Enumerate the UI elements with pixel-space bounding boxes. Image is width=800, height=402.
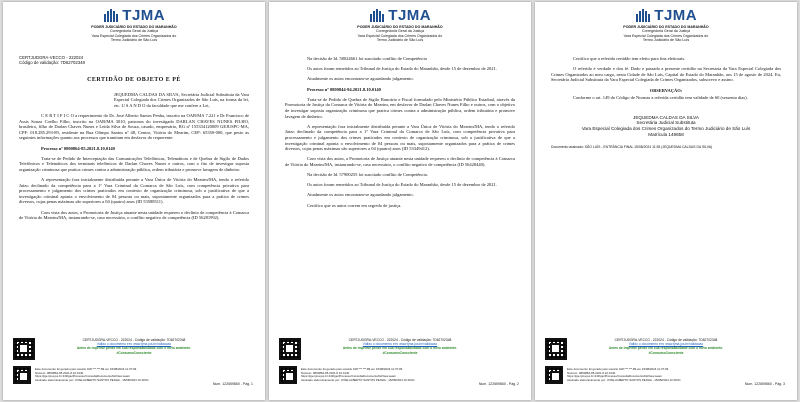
validation-code: Código de validação: 7D62702348 xyxy=(19,60,85,66)
consult-url: https://pje.tjma.jus.br:443/pje/Processo/ConsultaDocumento/listView.seam xyxy=(301,374,397,379)
body-paragraph: Atualmente os autos encontram-se aguardando julgamento. xyxy=(307,76,414,82)
process-number: Processo nº 0800844-94.2021.8.10.0140 xyxy=(307,86,381,92)
body-paragraph: Com vista dos autos, a Promotoria de Justiça atuante nesta unidade requereu o declínio de competência à Comarca de Vitória do Mearim/MA, instaurando-se, caso necessário, o conflito negativo de competência (ID 56428440). xyxy=(285,156,515,167)
page-header xyxy=(535,25,797,43)
validation-link[interactable]: Válido o documento em: www.tjma.jus.br/validacao xyxy=(96,342,172,347)
page-1-body xyxy=(19,72,249,225)
footer-meta xyxy=(567,368,681,383)
header-line: PODER JUDICIÁRIO DO ESTADO DO MARANHÃO xyxy=(91,25,177,29)
eco-hashtag: #ConsumoConsciente xyxy=(382,350,418,355)
page-number: Num. 122659860 - Pág. 1 xyxy=(212,382,253,386)
signature-block xyxy=(551,115,781,137)
page-2-body xyxy=(285,56,515,213)
qr-code-small xyxy=(545,366,563,384)
header-line: Vara Especial Colegiada dos Crimes Organizados do xyxy=(91,33,177,38)
signer-unit: Vara Especial Colegiada dos Crimes Organizados do Termo Judiciário de São Luís xyxy=(581,125,751,131)
page-header xyxy=(269,25,531,43)
signed-by: Assinado eletronicamente por: JOSE ALBERTO SANTOS PENHA - 15/08/2024 10:18:01 xyxy=(35,378,149,383)
page-3-body xyxy=(551,56,781,150)
header-line: Corregedoria Geral da Justiça xyxy=(642,29,690,34)
certifico-paragraph: C E R T I F I C O a requerimento do Dr. José Alberto Santos Penha, inscrito na OAB/MA 7.221 e Dr Francisco de Assis Souza Coelho Filho, inscrito na OAB/MA 3010, patronos do investigado DARLAN CHAVES NUNES FILHO, brasileiro, filho de Darlan Chaves Nunes e Leida Silva de Souza, casado, empresário, RG nº 155334120009 GEJUSPC-MA, CPF: 018.285.293-89, residente na Rua Olimpo Santos nº 48, Centro, Vitória do Mearim, CEP: 65350-000, que pesto as seguintes informações quanto aos processos que tramitam em desfavor do requerente: xyxy=(19,112,249,141)
page-number: Num. 122659860 - Pág. 2 xyxy=(478,382,519,386)
reference-code: CERTJUDGRA-VECCO - 222024 xyxy=(19,55,84,60)
intro-paragraph: JEQUEDMA CALDAS DA SILVA, Secretária Judicial Substituta da Vara Especial Colegiada dos Crimes Organizados de São Luís, na forma da lei, etc. U S A N D O da faculdade que me confere a Lei, xyxy=(114,91,249,108)
body-paragraph: Com vista dos autos, a Promotoria de Justiça atuante nesta unidade requereu o declínio de competência à Comarca de Vitória do Mearim/MA, instaurando-se, caso necessário, o conflito negativo de competência (ID 56281992). xyxy=(19,209,249,221)
document-title: CERTIDÃO DE OBJETO E PÉ xyxy=(87,77,181,83)
certificate-reference xyxy=(19,55,85,66)
signed-by: Assinado eletronicamente por: JOSE ALBERTO SANTOS PENHA - 15/08/2024 10:18:01 xyxy=(567,378,681,383)
tjma-logo-text: TJMA xyxy=(122,7,166,25)
footer-info xyxy=(13,338,255,355)
body-paragraph: Na decisão de Id. 57900255 foi suscitado conflito de Competência. xyxy=(307,172,428,178)
body-paragraph: Os autos foram remetidos ao Tribunal de Justiça do Estado do Maranhão, desde 15 de dezembro de 2021. xyxy=(307,66,497,72)
tjma-logo xyxy=(3,7,265,25)
header-line: Vara Especial Colegiada dos Crimes Organizados do xyxy=(623,33,709,38)
tjma-logo-icon xyxy=(103,9,118,22)
footer-meta xyxy=(35,368,149,383)
observation-text: Conforme o art. 149 do Código de Normas a referida certidão tem validade de 60 (sessenta dias). xyxy=(573,95,748,101)
body-paragraph: Certifico que a referida certidão tem efeito para fins eleitorais. xyxy=(573,56,686,61)
body-paragraph: Na decisão de Id. 58024661 foi suscitado conflito de Competência xyxy=(307,56,427,61)
page-number: Num. 122659860 - Pág. 3 xyxy=(744,382,785,386)
process-num: Número: 0800864-85.2021.8.10.0140 xyxy=(567,370,616,375)
closing-paragraph: O referido é verdade e dou fé. Dado e passado a presente certidão na Secretaria da Vara Especial Colegiada dos Crimes Organizados ao meu cargo, nesta Cidade de São Luís, Capital do Estado do Maranhão, aos 15 de agosto de 2024. Eu, Secretária Judicial Substituta da Vara Especial Colegiada de Crimes Organizados, subscrevo e assino. xyxy=(551,66,781,83)
eco-notice: Antes de imprimir pense em sua responsabilidade com o meio ambiente. xyxy=(342,346,458,351)
body-paragraph: Trata-se de Pedido de Interceptação das Comunicações Telefônicas, Telemáticas e de Quebra de Sigilo de Dados Telefônicos e Telemáticos dos terminais telefônicos de Darlan Chaves Nunes e outros, com o fito de investigar suposta organização criminosa que pratica crimes contra a administração pública, ordem tributária e promove lavagem de dinheiro. xyxy=(19,155,249,172)
tjma-logo-icon xyxy=(635,9,650,22)
tjma-logo-icon xyxy=(369,9,384,22)
body-paragraph: Trata-se de Pedido de Quebra de Sigilo Bancário e Fiscal formulado pelo Ministério Público Estadual, através da Promotoria de Justiça da Comarca de Vitória do Mearim, em desfavor de Darlan Chaves Nunes Filho e outros, com o objetivo de investigar suposta organização criminosa que pratica crimes contra a administração pública, ordem tributária e promove lavagem de dinheiro. xyxy=(285,96,515,119)
document-page-1 xyxy=(3,2,265,400)
tjma-logo xyxy=(535,7,797,25)
generated-by: Este documento foi gerado pelo usuário 018.***.***-89 em 15/08/2024 11:37:09 xyxy=(567,367,669,371)
tjma-logo-text: TJMA xyxy=(654,7,698,25)
signer-role: Secretária Judicial Substituta xyxy=(636,120,696,126)
header-line: Termo Judiciário de São Luís xyxy=(110,38,158,43)
consult-url: https://pje.tjma.jus.br:443/pje/Processo/ConsultaDocumento/listView.seam xyxy=(35,374,131,379)
generated-by: Este documento foi gerado pelo usuário 018.***.***-89 em 15/08/2024 11:37:09 xyxy=(301,367,403,371)
header-line: Corregedoria Geral da Justiça xyxy=(376,29,424,34)
generated-by: Este documento foi gerado pelo usuário 018.***.***-89 em 15/08/2024 11:37:09 xyxy=(35,367,137,371)
footer-info xyxy=(279,338,521,355)
document-page-3 xyxy=(535,2,797,400)
consult-url: https://pje.tjma.jus.br:443/pje/Processo/ConsultaDocumento/listView.seam xyxy=(567,374,663,379)
header-line: Vara Especial Colegiada dos Crimes Organizados do xyxy=(357,33,443,38)
eco-notice: Antes de imprimir pense em sua responsabilidade com o meio ambiente. xyxy=(76,346,192,351)
footer-ref: CERTJUDGRA-VECCO - 222024 - Código de validação: 7D62702348 xyxy=(82,338,186,342)
eco-hashtag: #ConsumoConsciente xyxy=(648,350,684,355)
process-number: Processo nº 0800864-85.2021.8.10.0140 xyxy=(41,145,115,151)
tjma-logo-text: TJMA xyxy=(388,7,432,25)
header-line: Corregedoria Geral da Justiça xyxy=(110,29,158,34)
footer-ref: CERTJUDGRA-VECCO - 222024 - Código de validação: 7D62702348 xyxy=(614,338,718,342)
validation-link[interactable]: Válido o documento em: www.tjma.jus.br/validacao xyxy=(628,342,704,347)
header-line: Termo Judiciário de São Luís xyxy=(642,38,690,43)
tjma-logo xyxy=(269,7,531,25)
body-paragraph: Os autos foram remetidos ao Tribunal de Justiça do Estado do Maranhão, desde 15 de dezembro de 2021. xyxy=(307,182,497,188)
eco-hashtag: #ConsumoConsciente xyxy=(116,350,152,355)
qr-code-small xyxy=(279,366,297,384)
process-num: Número: 0800864-85.2021.8.10.0140 xyxy=(35,370,84,375)
signer-registration: Matrícula 149658 xyxy=(648,131,684,137)
observation-label: OBSERVAÇÃO: xyxy=(649,87,683,93)
validation-link[interactable]: Válido o documento em: www.tjma.jus.br/validacao xyxy=(362,342,438,347)
header-line: PODER JUDICIÁRIO DO ESTADO DO MARANHÃO xyxy=(357,25,443,29)
footer-ref: CERTJUDGRA-VECCO - 222024 - Código de validação: 7D62702348 xyxy=(348,338,452,342)
footer-meta xyxy=(301,368,415,383)
body-paragraph: A representação fora inicialmente distribuída perante a Vara Única de Vitória do Mearim/MA, tendo o referido Juízo declinado da competência para a 1ª Vara Criminal da Comarca de São Luís, com competência privativa para processamento e julgamento dos crimes praticados em contexto de organização criminosa, sob a justificativa de que a investigação criminal aponta o envolvimento de 04 pessoas ou mais, supostamente organizados para a prática de crimes diversos, cujas penas máximas são superiores a 04 (quatro) anos (ID 53588511). xyxy=(19,177,249,205)
signer-name: JEQUEDMA CALDAS DA SILVA xyxy=(633,114,699,120)
header-line: PODER JUDICIÁRIO DO ESTADO DO MARANHÃO xyxy=(623,25,709,29)
body-paragraph: Atualmente os autos encontram-se aguardando julgamento. xyxy=(307,192,414,198)
qr-code-small xyxy=(13,366,31,384)
document-page-2 xyxy=(269,2,531,400)
body-paragraph: Certifico que os autos correm em segredo de justiça. xyxy=(307,202,402,208)
header-line: Termo Judiciário de São Luís xyxy=(376,38,424,43)
footer-info xyxy=(545,338,787,355)
page-header xyxy=(3,25,265,43)
signed-by: Assinado eletronicamente por: JOSE ALBERTO SANTOS PENHA - 15/08/2024 10:18:01 xyxy=(301,378,415,383)
signed-document-line: Documento assinado: SÃO LUÍS - ENTRÂNCIA FINAL 15/08/2024 11:35 (JEQUEDMA CALDAS DA SILVA) xyxy=(551,145,713,150)
eco-notice: Antes de imprimir pense em sua responsabilidade com o meio ambiente. xyxy=(608,346,724,351)
process-num: Número: 0800864-85.2021.8.10.0140 xyxy=(301,370,350,375)
body-paragraph: A representação fora inicialmente distribuída perante a Vara Única de Vitória do Mearim/MA, tendo o referido Juízo declinado da competência para a 1ª Vara Criminal da Comarca de São Luís, com competência privativa para processamento e julgamento dos crimes praticados em contexto de organização criminosa, sob a justificativa de que a investigação criminal aponta o envolvimento de 04 pessoas ou mais, supostamente organizados para a prática de crimes diversos, cujas penas máximas são superiores a 04 (quatro) anos (ID 53349412). xyxy=(285,123,515,152)
